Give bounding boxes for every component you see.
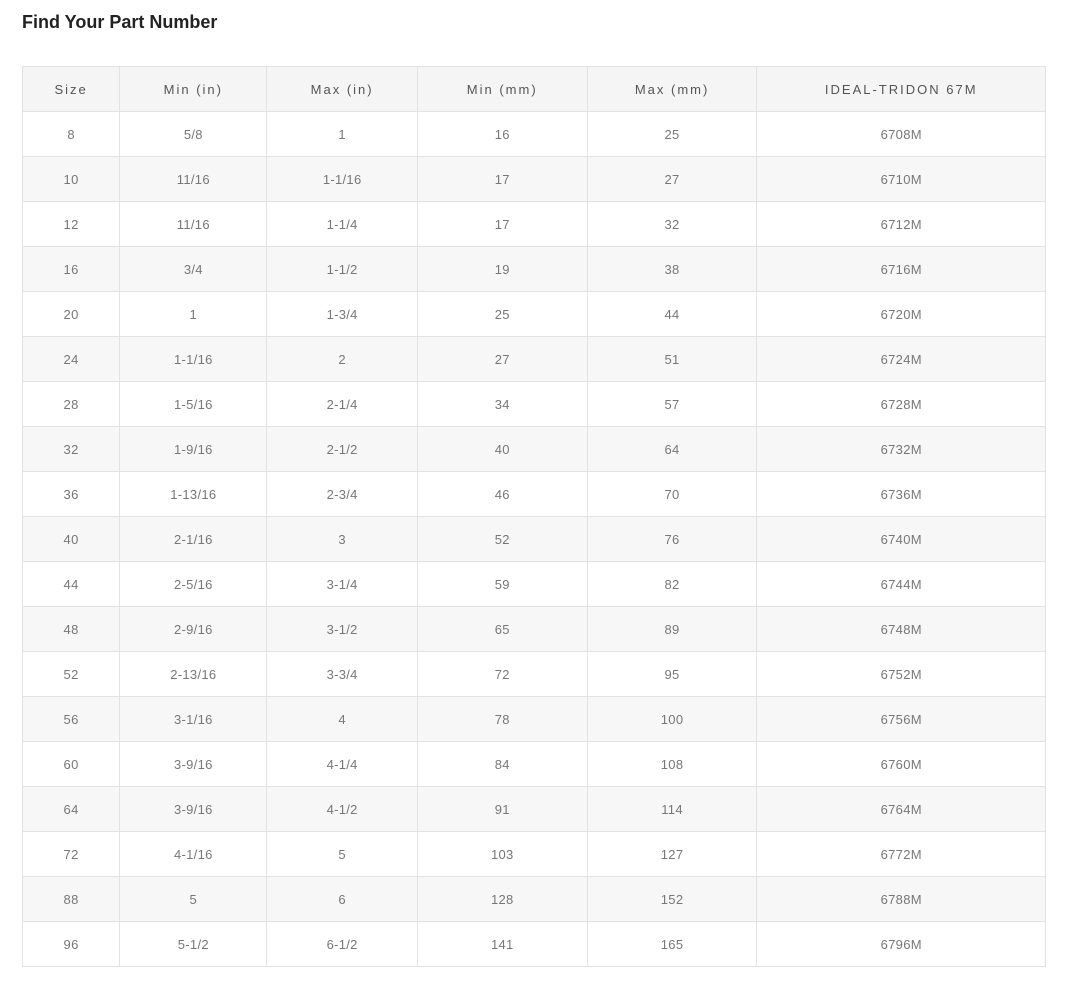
table-cell: 3-9/16 <box>120 742 267 787</box>
table-cell: 38 <box>587 247 757 292</box>
table-cell: 44 <box>587 292 757 337</box>
table-cell: 6788M <box>757 877 1046 922</box>
table-cell: 6756M <box>757 697 1046 742</box>
table-cell: 6720M <box>757 292 1046 337</box>
table-cell: 2-1/4 <box>267 382 417 427</box>
table-cell: 96 <box>23 922 120 967</box>
table-cell: 6724M <box>757 337 1046 382</box>
table-row <box>23 562 1046 607</box>
table-cell: 28 <box>23 382 120 427</box>
table-cell: 6744M <box>757 562 1046 607</box>
table-row <box>23 787 1046 832</box>
table-cell: 2-13/16 <box>120 652 267 697</box>
table-cell: 3-3/4 <box>267 652 417 697</box>
table-cell: 64 <box>587 427 757 472</box>
table-cell: 27 <box>417 337 587 382</box>
table-cell: 2-3/4 <box>267 472 417 517</box>
column-header: Min (in) <box>120 67 267 112</box>
table-cell: 16 <box>417 112 587 157</box>
part-number-table <box>22 66 1046 967</box>
table-cell: 95 <box>587 652 757 697</box>
table-cell: 25 <box>587 112 757 157</box>
table-cell: 1 <box>120 292 267 337</box>
table-cell: 27 <box>587 157 757 202</box>
column-header: Max (in) <box>267 67 417 112</box>
table-cell: 11/16 <box>120 202 267 247</box>
table-cell: 108 <box>587 742 757 787</box>
table-row <box>23 877 1046 922</box>
table-cell: 5-1/2 <box>120 922 267 967</box>
table-row <box>23 832 1046 877</box>
table-cell: 1-1/2 <box>267 247 417 292</box>
table-cell: 56 <box>23 697 120 742</box>
table-cell: 76 <box>587 517 757 562</box>
table-cell: 4-1/4 <box>267 742 417 787</box>
table-cell: 3-1/2 <box>267 607 417 652</box>
header-row <box>23 67 1046 112</box>
table-cell: 60 <box>23 742 120 787</box>
table-cell: 19 <box>417 247 587 292</box>
table-cell: 10 <box>23 157 120 202</box>
table-cell: 64 <box>23 787 120 832</box>
table-cell: 6740M <box>757 517 1046 562</box>
table-cell: 165 <box>587 922 757 967</box>
table-cell: 2 <box>267 337 417 382</box>
column-header: Max (mm) <box>587 67 757 112</box>
table-cell: 6772M <box>757 832 1046 877</box>
table-cell: 34 <box>417 382 587 427</box>
table-cell: 52 <box>23 652 120 697</box>
table-row <box>23 337 1046 382</box>
table-row <box>23 652 1046 697</box>
table-cell: 5 <box>267 832 417 877</box>
table-cell: 88 <box>23 877 120 922</box>
table-cell: 1-5/16 <box>120 382 267 427</box>
table-cell: 57 <box>587 382 757 427</box>
table-cell: 1-9/16 <box>120 427 267 472</box>
table-cell: 103 <box>417 832 587 877</box>
table-cell: 6712M <box>757 202 1046 247</box>
table-row <box>23 472 1046 517</box>
page-title: Find Your Part Number <box>22 12 218 32</box>
table-cell: 6760M <box>757 742 1046 787</box>
table-cell: 6748M <box>757 607 1046 652</box>
table-cell: 6764M <box>757 787 1046 832</box>
table-cell: 78 <box>417 697 587 742</box>
table-cell: 6752M <box>757 652 1046 697</box>
table-cell: 4 <box>267 697 417 742</box>
table-cell: 8 <box>23 112 120 157</box>
table-cell: 3/4 <box>120 247 267 292</box>
table-cell: 3 <box>267 517 417 562</box>
table-cell: 1-3/4 <box>267 292 417 337</box>
table-cell: 6732M <box>757 427 1046 472</box>
table-row <box>23 922 1046 967</box>
table-cell: 100 <box>587 697 757 742</box>
table-cell: 2-5/16 <box>120 562 267 607</box>
table-row <box>23 427 1046 472</box>
table-cell: 4-1/16 <box>120 832 267 877</box>
table-row <box>23 292 1046 337</box>
table-cell: 6 <box>267 877 417 922</box>
table-cell: 6728M <box>757 382 1046 427</box>
table-cell: 128 <box>417 877 587 922</box>
column-header: IDEAL-TRIDON 67M <box>757 67 1046 112</box>
table-cell: 2-9/16 <box>120 607 267 652</box>
table-cell: 46 <box>417 472 587 517</box>
table-row <box>23 247 1046 292</box>
table-cell: 5 <box>120 877 267 922</box>
table-cell: 36 <box>23 472 120 517</box>
column-header: Size <box>23 67 120 112</box>
column-header: Min (mm) <box>417 67 587 112</box>
table-cell: 6-1/2 <box>267 922 417 967</box>
table-cell: 5/8 <box>120 112 267 157</box>
table-row <box>23 517 1046 562</box>
table-cell: 24 <box>23 337 120 382</box>
table-body <box>23 112 1046 967</box>
table-cell: 114 <box>587 787 757 832</box>
table-cell: 1-1/16 <box>267 157 417 202</box>
table-cell: 11/16 <box>120 157 267 202</box>
table-cell: 2-1/16 <box>120 517 267 562</box>
table-cell: 6796M <box>757 922 1046 967</box>
table-cell: 17 <box>417 202 587 247</box>
table-cell: 32 <box>587 202 757 247</box>
table-cell: 3-1/4 <box>267 562 417 607</box>
table-cell: 6716M <box>757 247 1046 292</box>
table-cell: 70 <box>587 472 757 517</box>
table-cell: 25 <box>417 292 587 337</box>
table-cell: 91 <box>417 787 587 832</box>
table-cell: 3-1/16 <box>120 697 267 742</box>
table-cell: 51 <box>587 337 757 382</box>
table-cell: 6710M <box>757 157 1046 202</box>
table-cell: 89 <box>587 607 757 652</box>
table-row <box>23 382 1046 427</box>
table-cell: 17 <box>417 157 587 202</box>
table-cell: 84 <box>417 742 587 787</box>
table-cell: 4-1/2 <box>267 787 417 832</box>
table-cell: 1-1/4 <box>267 202 417 247</box>
table-row <box>23 742 1046 787</box>
table-cell: 16 <box>23 247 120 292</box>
table-cell: 52 <box>417 517 587 562</box>
table-cell: 48 <box>23 607 120 652</box>
table-row <box>23 697 1046 742</box>
table-row <box>23 607 1046 652</box>
table-cell: 32 <box>23 427 120 472</box>
table-cell: 6736M <box>757 472 1046 517</box>
table-cell: 40 <box>417 427 587 472</box>
table-cell: 82 <box>587 562 757 607</box>
table-cell: 141 <box>417 922 587 967</box>
table-header <box>23 67 1046 112</box>
table-cell: 3-9/16 <box>120 787 267 832</box>
table-cell: 44 <box>23 562 120 607</box>
table-cell: 65 <box>417 607 587 652</box>
table-cell: 12 <box>23 202 120 247</box>
table-cell: 1 <box>267 112 417 157</box>
table-cell: 6708M <box>757 112 1046 157</box>
table-row <box>23 112 1046 157</box>
table-cell: 72 <box>23 832 120 877</box>
table-cell: 1-13/16 <box>120 472 267 517</box>
table-cell: 59 <box>417 562 587 607</box>
table-row <box>23 157 1046 202</box>
table-row <box>23 202 1046 247</box>
table-cell: 20 <box>23 292 120 337</box>
table-cell: 72 <box>417 652 587 697</box>
table-cell: 40 <box>23 517 120 562</box>
table-cell: 1-1/16 <box>120 337 267 382</box>
table-cell: 2-1/2 <box>267 427 417 472</box>
table-cell: 152 <box>587 877 757 922</box>
table-cell: 127 <box>587 832 757 877</box>
